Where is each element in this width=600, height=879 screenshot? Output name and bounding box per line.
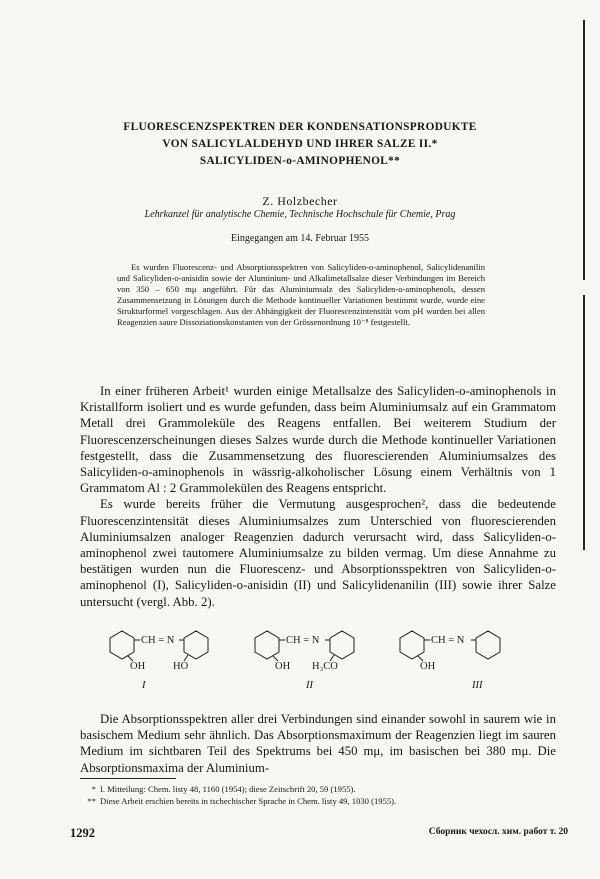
body-text-bottom (80, 711, 556, 776)
footnote-mark: * (91, 784, 96, 794)
footnote-text: Diese Arbeit erschien bereits in tschechischer Sprache in Chem. listy 49, 1030 (1955). (100, 796, 397, 806)
structure-label-ii: II (306, 680, 313, 691)
structure-ii-h3co: H₃CO (312, 661, 338, 672)
journal-name: Сборник чехосл. хим. работ т. 20 (428, 827, 568, 837)
author-name: Z. Holzbecher (262, 194, 338, 208)
structure-label-iii: III (472, 680, 483, 691)
abstract (117, 262, 485, 329)
structure-ii-bridge: CH = N (286, 635, 320, 646)
structure-i-ho: HO (173, 661, 189, 672)
structure-iii-oh: OH (420, 661, 436, 672)
body-text-top (80, 383, 556, 610)
paragraph-1: In einer früheren Arbeit¹ wurden einige Metallsalze des Salicyliden-o-aminophenols in Kristallform isoliert und es wurde gefunden, dass beim Aluminiumsalz auf ein Grammatom Metall drei Grammoleküle des Reagens entfallen. Bei weiterem Studium der Fluorescenzerscheinungen dieses Salzes wurde durch die Methode kontinueller Variationen festgestellt, dass die Zusammensetzung des fluorescierenden Aluminiumsalzes des Salicyliden-o-aminophenols in wässrig-alkoholischer Lösung einem Verhältnis von 1 Grammatom Al : 2 Grammolekülen des Reagens entspricht. (80, 384, 556, 496)
footnote-mark: ** (87, 796, 96, 806)
footnote-rule (80, 778, 176, 779)
footnote (80, 795, 556, 807)
paragraph-3: Die Absorptionsspektren aller drei Verbindungen sind einander sowohl in saurem wie in basischem Medium sehr ähnlich. Das Absorptionsmaximum der Reagenzien liegt im sauren Medium im sichtbaren Teil des Spektrums bei 450 mμ, im basischen bei 380 mμ. Die Absorptionsmaxima der Aluminium- (80, 712, 556, 775)
chemical-structures (100, 628, 540, 698)
structure-i-bridge: CH = N (141, 635, 175, 646)
structure-ii-oh: OH (275, 661, 291, 672)
structure-i-oh: OH (130, 661, 146, 672)
structure-label-i: I (142, 680, 146, 691)
footnote (80, 783, 556, 795)
footnotes (80, 783, 556, 807)
received-date: Eingegangen am 14. Februar 1955 (230, 233, 370, 244)
page-number: 1292 (70, 826, 95, 840)
scan-edge-line (583, 20, 585, 280)
footnote-text: I. Mitteilung: Chem. listy 48, 1160 (1954); diese Zeitschrift 20, 59 (1955). (100, 784, 356, 794)
paragraph-2: Es wurde bereits früher die Vermutung ausgesprochen², dass die bedeutende Fluorescenzintensität dieses Aluminiumsalzes zum Unterschied von fluorescierenden Aluminiumsalzen analoger Reagenzien dadurch verursacht wird, dass Salicyliden-o-aminophenol zwei tautomere Aluminiumsalze zu bilden vermag. Um diese Annahme zu bestätigen wurden nun die Fluorescenz- und Absorptionsspektren von Salicyliden-o-aminophenol (I), Salicyliden-o-anisidin (II) und Salicylidenanilin (III) sowie ihrer Salze untersucht (vergl. Abb. 2). (80, 497, 556, 609)
affiliation: Lehrkanzel für analytische Chemie, Technische Hochschule für Chemie, Prag (144, 209, 456, 220)
scan-edge-line (583, 295, 585, 550)
structure-iii-bridge: CH = N (431, 635, 465, 646)
abstract-text: Es wurden Fluorescenz- und Absorptionsspektren von Salicyliden-o-aminophenol, Salicylidenanilin und Salicyliden-o-anisidin sowie der Aluminium- und Alkalimetallsalze dieser Verbindungen im Bereich von 350 – 650 mμ angeführt. Für das Aluminiumsalz des Salicyliden-o-aminophenols, dessen Zusammensetzung in Lösungen durch die Methode kontinueller Variationen bestimmt wurde, wurde eine Strukturformel vorgeschlagen. Aus der Abhängigkeit der Fluorescenzintensität vom pH wurden bei allen Reagenzien saure Dissoziationskonstanten von der Grössenordnung 10⁻⁸ festgestellt. (117, 262, 485, 328)
article-title: FLUORESCENZSPEKTREN DER KONDENSATIONSPRODUKTE VON SALICYLALDEHYD UND IHRER SALZE II.* SALICYLIDEN-o-AMINOPHENOL** (123, 121, 477, 167)
